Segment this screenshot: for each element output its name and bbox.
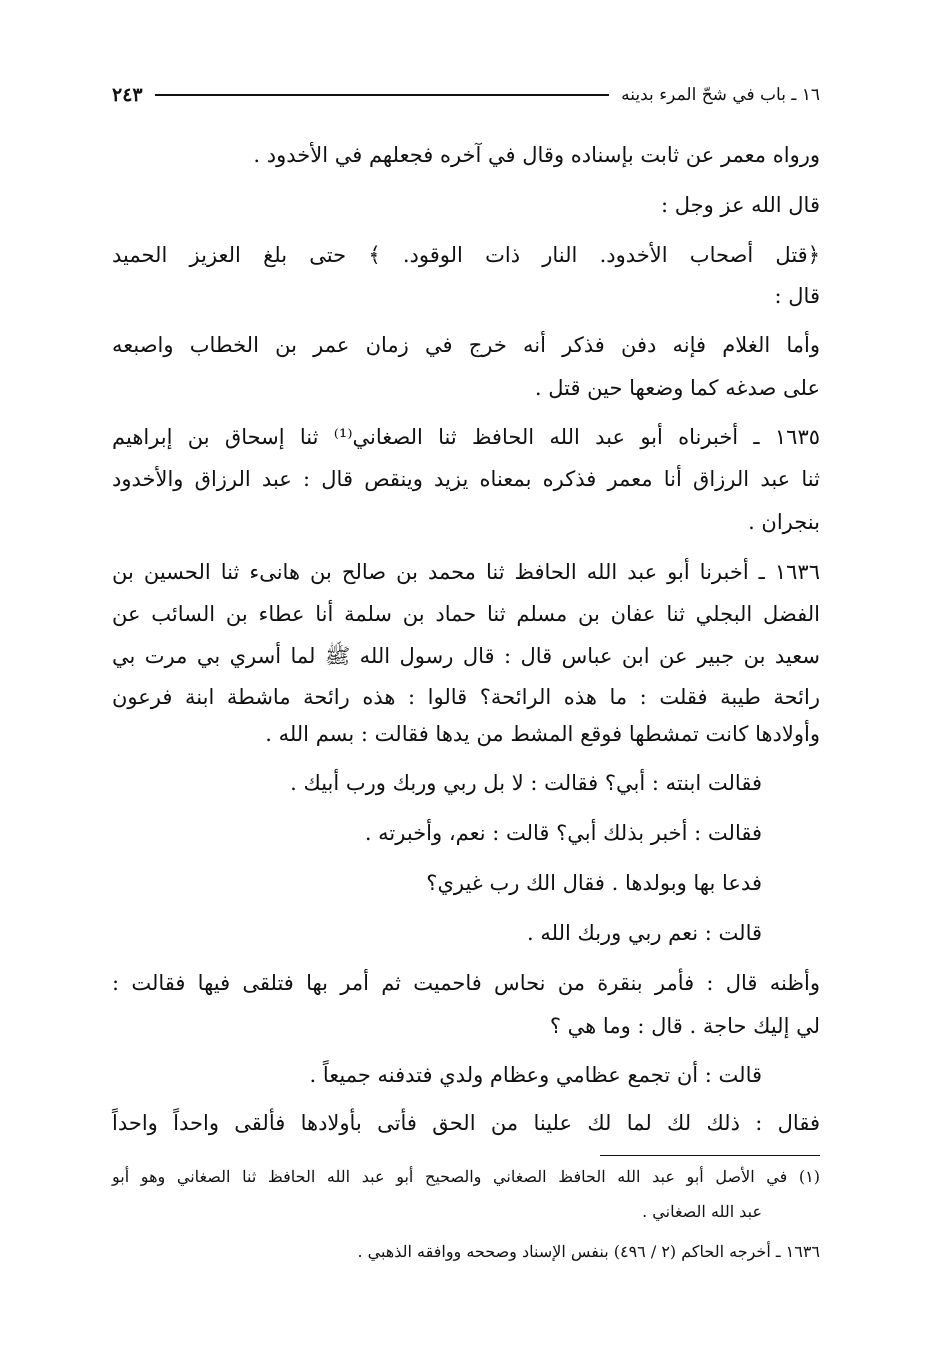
body-line: قال :	[774, 284, 820, 308]
body-line: رائحة طيبة فقلت : ما هذه الرائحة؟ قالوا : هذه رائحة ماشطة ابنة فرعون	[112, 685, 820, 709]
body-line: فقال : ذلك لك لما لك علينا من الحق فأتى بأولادها فألقى واحداً واحداً	[112, 1111, 820, 1135]
body-line: فقالت ابنته : أبي؟ فقالت : لا بل ربي وربك ورب أبيك .	[290, 771, 762, 795]
chapter-title: ١٦ ـ باب في شحّ المرء بدينه	[621, 85, 820, 105]
body-line: فدعا بها وبولدها . فقال الك رب غيري؟	[426, 871, 762, 895]
body-line: ورواه معمر عن ثابت بإسناده وقال في آخره فجعلهم في الأخدود .	[253, 143, 820, 167]
page-number: ٢٤٣	[112, 84, 143, 106]
header-rule	[155, 94, 610, 96]
body-line: لي إليك حاجة . قال : وما هي ؟	[549, 1014, 820, 1038]
body-line: قالت : أن تجمع عظامي وعظام ولدي فتدفنه جميعاً .	[309, 1063, 762, 1087]
body-line: وأما الغلام فإنه دفن فذكر أنه خرج في زمان عمر بن الخطاب واصبعه	[112, 333, 820, 357]
hadith-1635-line: ١٦٣٥ ـ أخبرناه أبو عبد الله الحافظ ثنا الصغاني⁽¹⁾ ثنا إسحاق بن إبراهيم	[112, 425, 821, 449]
body-line: الفضل البجلي ثنا عفان بن مسلم ثنا حماد بن سلمة أنا عطاء بن السائب عن	[112, 602, 820, 626]
body-line: فقالت : أخبر بذلك أبي؟ قالت : نعم، وأخبرته .	[364, 821, 762, 845]
body-line: قال الله عز وجل :	[660, 193, 820, 217]
footnote-separator	[600, 1155, 820, 1156]
footnote-line: (١) في الأصل أبو عبد الله الحافظ الصغاني والصحيح أبو عبد الله الحافظ ثنا الصغاني وهو أبو	[112, 1167, 820, 1186]
body-line: بنجران .	[748, 510, 820, 534]
hadith-1636-line: ١٦٣٦ ـ أخبرنا أبو عبد الله الحافظ ثنا محمد بن صالح بن هانىء ثنا الحسين بن	[112, 560, 820, 584]
body-line: سعيد بن جبير عن ابن عباس قال : قال رسول الله ﷺ لما أسري بي مرت بي	[112, 644, 820, 668]
body-line: على صدغه كما وضعها حين قتل .	[534, 376, 820, 400]
quran-verse-line: ﴿قتل أصحاب الأخدود. النار ذات الوقود. ﴾ حتى بلغ العزيز الحميد	[112, 243, 820, 267]
body-line: وأولادها كانت تمشطها فوقع المشط من يدها فقالت : بسم الله .	[265, 722, 820, 746]
footnote-line: ١٦٣٦ ـ أخرجه الحاكم (٢ / ٤٩٦) بنفس الإسناد وصححه ووافقه الذهبي .	[357, 1242, 820, 1261]
footnote-line: عبد الله الصغاني .	[642, 1202, 762, 1221]
running-header	[112, 80, 820, 110]
body-line: وأظنه قال : فأمر بنقرة من نحاس فاحميت ثم أمر بها فتلقى فيها فقالت :	[112, 971, 820, 995]
body-line: ثنا عبد الرزاق أنا معمر فذكره بمعناه يزيد وينقص قال : عبد الرزاق والأخدود	[112, 467, 820, 491]
body-line: قالت : نعم ربي وربك الله .	[527, 921, 762, 945]
